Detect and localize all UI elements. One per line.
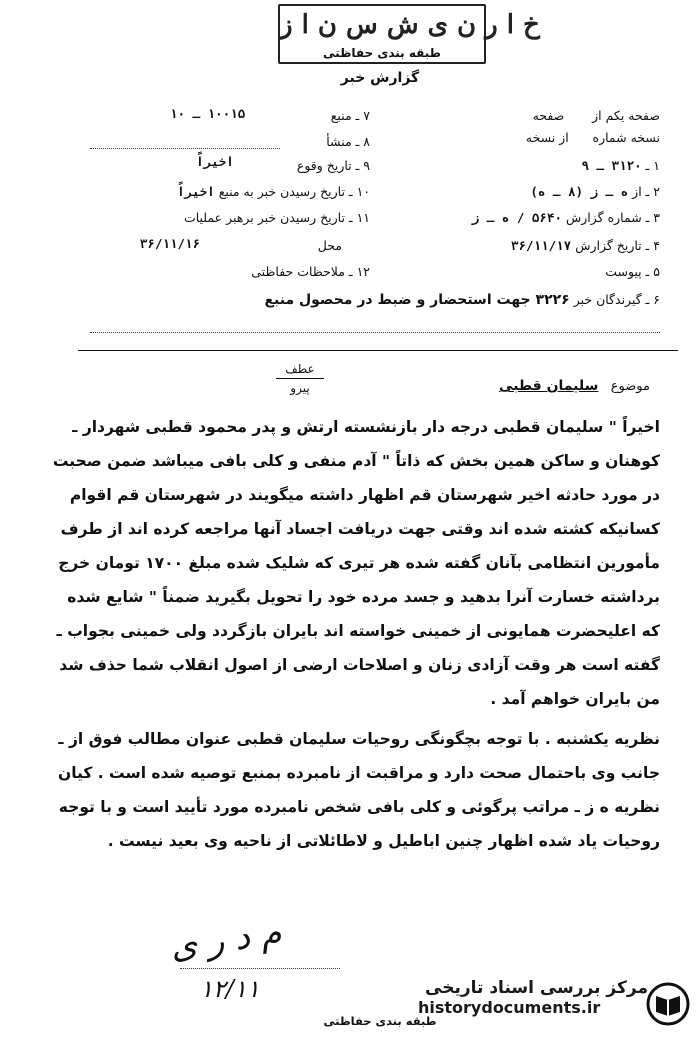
field-security-notes-label: ۱۲ ـ ملاحظات حفاظتی (251, 264, 370, 279)
field-origin (170, 134, 370, 149)
field-page-of (440, 108, 660, 123)
field-occurrence-date-value-wrap (160, 154, 270, 169)
field-from (420, 184, 660, 199)
body-line: نظریه ه ز ـ مراتب پرگوئی و کلی بافی شخص نامبرده مورد تأیید است و با توجه (58, 798, 660, 816)
field-operation-received-date (90, 210, 370, 225)
field-source-value: ۱۰۰۱۵ ـ ۱۰ (170, 106, 246, 121)
field-from-label: ۲ ـ از (632, 184, 660, 199)
field-item-1-value: ۳۱۲۰ ـ ۹ (581, 158, 642, 173)
field-report-date (420, 238, 660, 253)
field-report-date-label: ۴ ـ تاریخ گزارش (575, 238, 660, 253)
book-logo-icon (646, 982, 690, 1026)
field-location-label: محل (317, 238, 342, 253)
reference-peyro-label: پیرو (290, 381, 310, 395)
field-copy-number (420, 130, 660, 145)
field-page-of-value: صفحه (532, 108, 565, 123)
field-report-number-value: ۵۶۴۰ / ه ـ ز (471, 210, 562, 225)
report-body (50, 410, 660, 858)
classification-stamp (278, 4, 540, 64)
field-report-number-label: ۳ ـ شماره گزارش (565, 210, 660, 225)
watermark-title: مرکز بررسی اسناد تاریخی (425, 978, 648, 998)
field-copy-number-value: از نسخه (525, 130, 569, 145)
field-attachment-label: ۵ ـ پیوست (605, 264, 660, 279)
field-recipients-label: ۶ ـ گیرندگان خبر (573, 292, 660, 307)
field-attachment (420, 264, 660, 279)
body-line: در مورد حادثه اخیر شهرستان قم اظهار داشته میگویند در شهرستان قم اقوام (69, 486, 660, 504)
body-line: روحیات یاد شده اظهار چنین اباطیل و لاطائلاتی از ناحیه وی بعید نیست . (107, 832, 660, 850)
field-source-received-date-label: ۱۰ ـ تاریخ رسیدن خبر به منبع (218, 184, 370, 199)
field-recipients (150, 292, 660, 308)
body-line: برداشته خسارت آنرا بدهید و جسد مرده خود را تحویل بگیرید ضمناً " شایع شده (67, 588, 660, 606)
stamp-main-text: خ ا ر ن ی ش س ن ا ز (280, 10, 540, 40)
handwritten-signature: م د ر ی (167, 912, 284, 968)
signature-line (180, 968, 340, 969)
report-title: گزارش خبر (340, 70, 420, 86)
field-report-date-value: ۳۶/۱۱/۱۷ (511, 238, 572, 253)
subject-label: موضوع (610, 379, 650, 394)
subject-value: سلیمان قطبی (499, 378, 599, 394)
body-line: مأمورین انتظامی بآنان گفته شده هر تیری که شلیک شده مبلغ ۱۷۰۰ تومان خرج (58, 554, 660, 572)
body-line: اخیراً " سلیمان قطبی درجه دار بازنشسته ارتش و پدر محمود قطبی شهردار ـ (72, 418, 660, 436)
reference-atf-label: عطف (285, 362, 315, 376)
field-page-of-label: صفحه یکم از (592, 108, 660, 123)
body-line: گفته است هر وقت آزادی زنان و اصلاحات ارضی از اصول انقلاب شما حذف شد (59, 656, 660, 674)
field-source-received-date-value: اخیراً (177, 184, 215, 199)
field-location-value: ۳۶/۱۱/۱۶ (139, 236, 201, 251)
field-item-1-label: ۱ ـ (645, 158, 660, 173)
stamp-classification-label: طبقه بندی حفاظتی (323, 46, 441, 60)
field-occurrence-date-label: ۹ ـ تاریخ وقوع (296, 158, 370, 173)
body-line: نظریه یکشنبه . با توجه بچگونگی روحیات سلیمان قطبی عنوان مطالب فوق از ـ (58, 730, 660, 748)
field-origin-label: ۸ ـ منشأ (326, 134, 370, 149)
field-source-value-wrap (170, 106, 280, 121)
field-occurrence-date-value: اخیراً (196, 154, 234, 169)
body-line: من بایران خواهم آمد . (490, 690, 660, 708)
handwritten-date: ۱۲/۱۱ (200, 975, 260, 1003)
body-line: کوهنان و ساکن همین بخش که ذاتاً " آدم منفی و کلی بافی میباشد ضمن صحبت (52, 452, 660, 470)
subject-line (400, 378, 650, 394)
field-location-value-wrap (100, 236, 240, 251)
field-recipients-value: ۳۲۲۶ جهت استحضار و ضبط در محصول منبع (264, 292, 570, 308)
header-divider (78, 350, 678, 351)
bottom-classification-label: طبقه بندی حفاظتی (323, 1014, 437, 1028)
archive-watermark (418, 978, 648, 1017)
field-item-1 (420, 158, 660, 173)
reference-box (270, 362, 330, 395)
field-report-number (420, 210, 660, 225)
body-line: که اعلیحضرت همایونی از خمینی خواسته اند بایران بازگردد ولی خمینی بجواب ـ (56, 622, 660, 640)
field-from-value: ه ـ ز (۸ ـ ه) (530, 184, 629, 199)
field-copy-number-label: نسخه شماره (592, 130, 660, 145)
field-source-label: ۷ ـ منبع (330, 108, 370, 123)
body-line: جانب وی باحتمال صحت دارد و مراقبت از نامبرده بمنبع توصیه شده است . کیان (57, 764, 660, 782)
field-operation-received-date-label: ۱۱ ـ تاریخ رسیدن خبر برهبر عملیات (183, 210, 370, 225)
field-security-notes (140, 264, 370, 279)
body-line: کسانیکه کشته شده اند وقتی جهت دریافت اجساد آنها مراجعه کرده اند از طرف (60, 520, 660, 538)
watermark-url: historydocuments.ir (418, 998, 601, 1017)
field-source-received-date (60, 184, 370, 199)
